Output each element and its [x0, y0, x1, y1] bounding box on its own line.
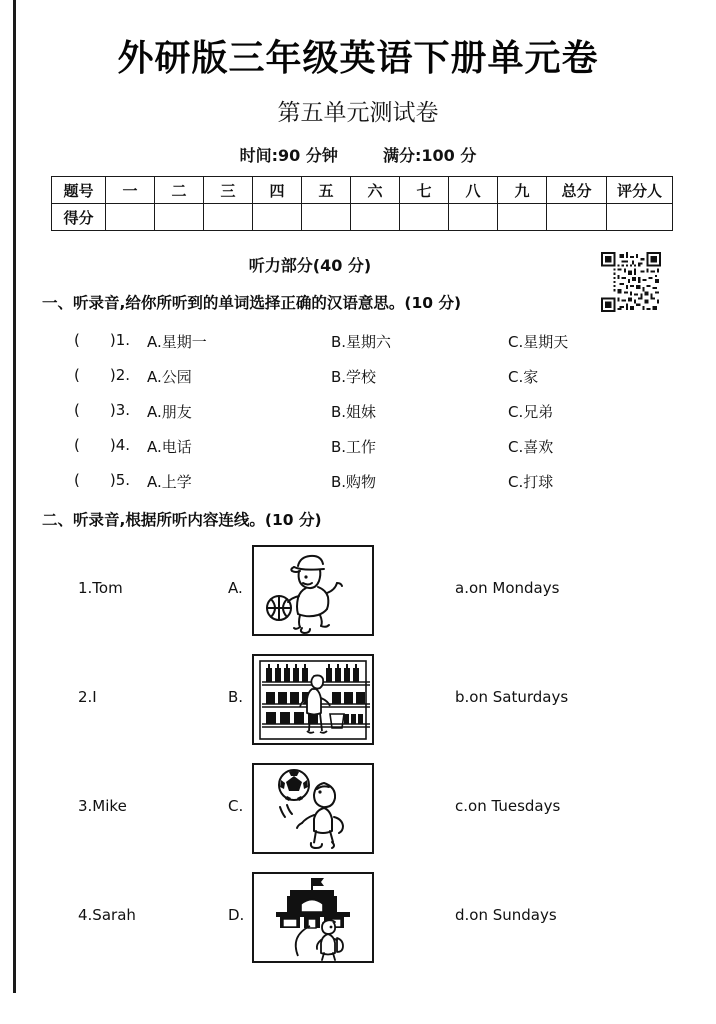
- match-day[interactable]: c.on Tuesdays: [455, 797, 561, 815]
- column-header: 八: [449, 177, 498, 204]
- table-row-headers: [52, 177, 673, 204]
- match-name[interactable]: 1.Tom: [78, 579, 123, 597]
- page-subtitle: 第五单元测试卷: [277, 100, 439, 126]
- match-day[interactable]: b.on Saturdays: [455, 688, 569, 706]
- score-cell[interactable]: [607, 204, 673, 231]
- option-b[interactable]: B.购物: [331, 473, 377, 491]
- answer-bracket[interactable]: ( )5.: [74, 471, 131, 489]
- answer-bracket[interactable]: ( )3.: [74, 401, 131, 419]
- match-day[interactable]: a.on Mondays: [455, 579, 560, 597]
- question-two-heading: 二、听录音,根据所听内容连线。(10 分): [42, 511, 322, 529]
- total-score: 满分:100 分: [383, 146, 477, 165]
- option-a[interactable]: A.公园: [147, 368, 192, 386]
- page-title: 外研版三年级英语下册单元卷: [117, 37, 599, 79]
- option-a[interactable]: A.朋友: [147, 403, 192, 421]
- option-c[interactable]: C.家: [508, 368, 539, 386]
- score-cell[interactable]: [204, 204, 253, 231]
- option-b[interactable]: B.学校: [331, 368, 377, 386]
- option-b[interactable]: B.星期六: [331, 333, 392, 351]
- column-header: 总分: [547, 177, 607, 204]
- question-two-matching: [0, 545, 716, 981]
- match-row: [0, 763, 716, 872]
- girl-shopping-supermarket-icon: [252, 654, 374, 745]
- match-name[interactable]: 3.Mike: [78, 797, 127, 815]
- score-cell[interactable]: [400, 204, 449, 231]
- score-cell[interactable]: [351, 204, 400, 231]
- mc-item: [74, 363, 654, 398]
- student-going-to-school-icon: [252, 872, 374, 963]
- question-one-heading: 一、听录音,给你所听到的单词选择正确的汉语意思。(10 分): [42, 294, 462, 312]
- score-cell[interactable]: [155, 204, 204, 231]
- option-a[interactable]: A.上学: [147, 473, 192, 491]
- option-c[interactable]: C.喜欢: [508, 438, 554, 456]
- match-letter: B.: [228, 688, 244, 706]
- column-header: 评分人: [607, 177, 673, 204]
- column-header: 五: [302, 177, 351, 204]
- time-limit: 时间:90 分钟: [239, 146, 338, 165]
- row-label-question: 题号: [52, 177, 106, 204]
- boy-playing-basketball-icon: [252, 545, 374, 636]
- column-header: 四: [253, 177, 302, 204]
- score-cell[interactable]: [449, 204, 498, 231]
- match-row: [0, 872, 716, 981]
- column-header: 二: [155, 177, 204, 204]
- match-letter: A.: [228, 579, 243, 597]
- column-header: 一: [106, 177, 155, 204]
- row-label-score: 得分: [52, 204, 106, 231]
- answer-bracket[interactable]: ( )4.: [74, 436, 131, 454]
- match-day[interactable]: d.on Sundays: [455, 906, 557, 924]
- exam-meta: [0, 143, 716, 166]
- answer-bracket[interactable]: ( )1.: [74, 331, 131, 349]
- match-letter: D.: [228, 906, 245, 924]
- option-a[interactable]: A.电话: [147, 438, 192, 456]
- score-cell[interactable]: [547, 204, 607, 231]
- column-header: 九: [498, 177, 547, 204]
- listening-section-banner: 听力部分(40 分): [248, 256, 372, 275]
- match-letter: C.: [228, 797, 244, 815]
- mc-item: [74, 398, 654, 433]
- score-cell[interactable]: [302, 204, 351, 231]
- match-name[interactable]: 4.Sarah: [78, 906, 136, 924]
- score-cell[interactable]: [253, 204, 302, 231]
- option-a[interactable]: A.星期一: [147, 333, 207, 351]
- score-table: [51, 176, 673, 231]
- option-c[interactable]: C.兄弟: [508, 403, 554, 421]
- column-header: 七: [400, 177, 449, 204]
- mc-item: [74, 468, 654, 503]
- qr-code[interactable]: [601, 252, 661, 311]
- column-header: 三: [204, 177, 253, 204]
- score-cell[interactable]: [106, 204, 155, 231]
- option-b[interactable]: B.姐妹: [331, 403, 377, 421]
- question-one-options: [74, 328, 654, 503]
- mc-item: [74, 328, 654, 363]
- match-row: [0, 545, 716, 654]
- option-c[interactable]: C.星期天: [508, 333, 569, 351]
- mc-item: [74, 433, 654, 468]
- column-header: 六: [351, 177, 400, 204]
- answer-bracket[interactable]: ( )2.: [74, 366, 131, 384]
- option-b[interactable]: B.工作: [331, 438, 377, 456]
- table-row-scores: [52, 204, 673, 231]
- match-name[interactable]: 2.I: [78, 688, 97, 706]
- boy-playing-football-icon: [252, 763, 374, 854]
- score-cell[interactable]: [498, 204, 547, 231]
- match-row: [0, 654, 716, 763]
- option-c[interactable]: C.打球: [508, 473, 554, 491]
